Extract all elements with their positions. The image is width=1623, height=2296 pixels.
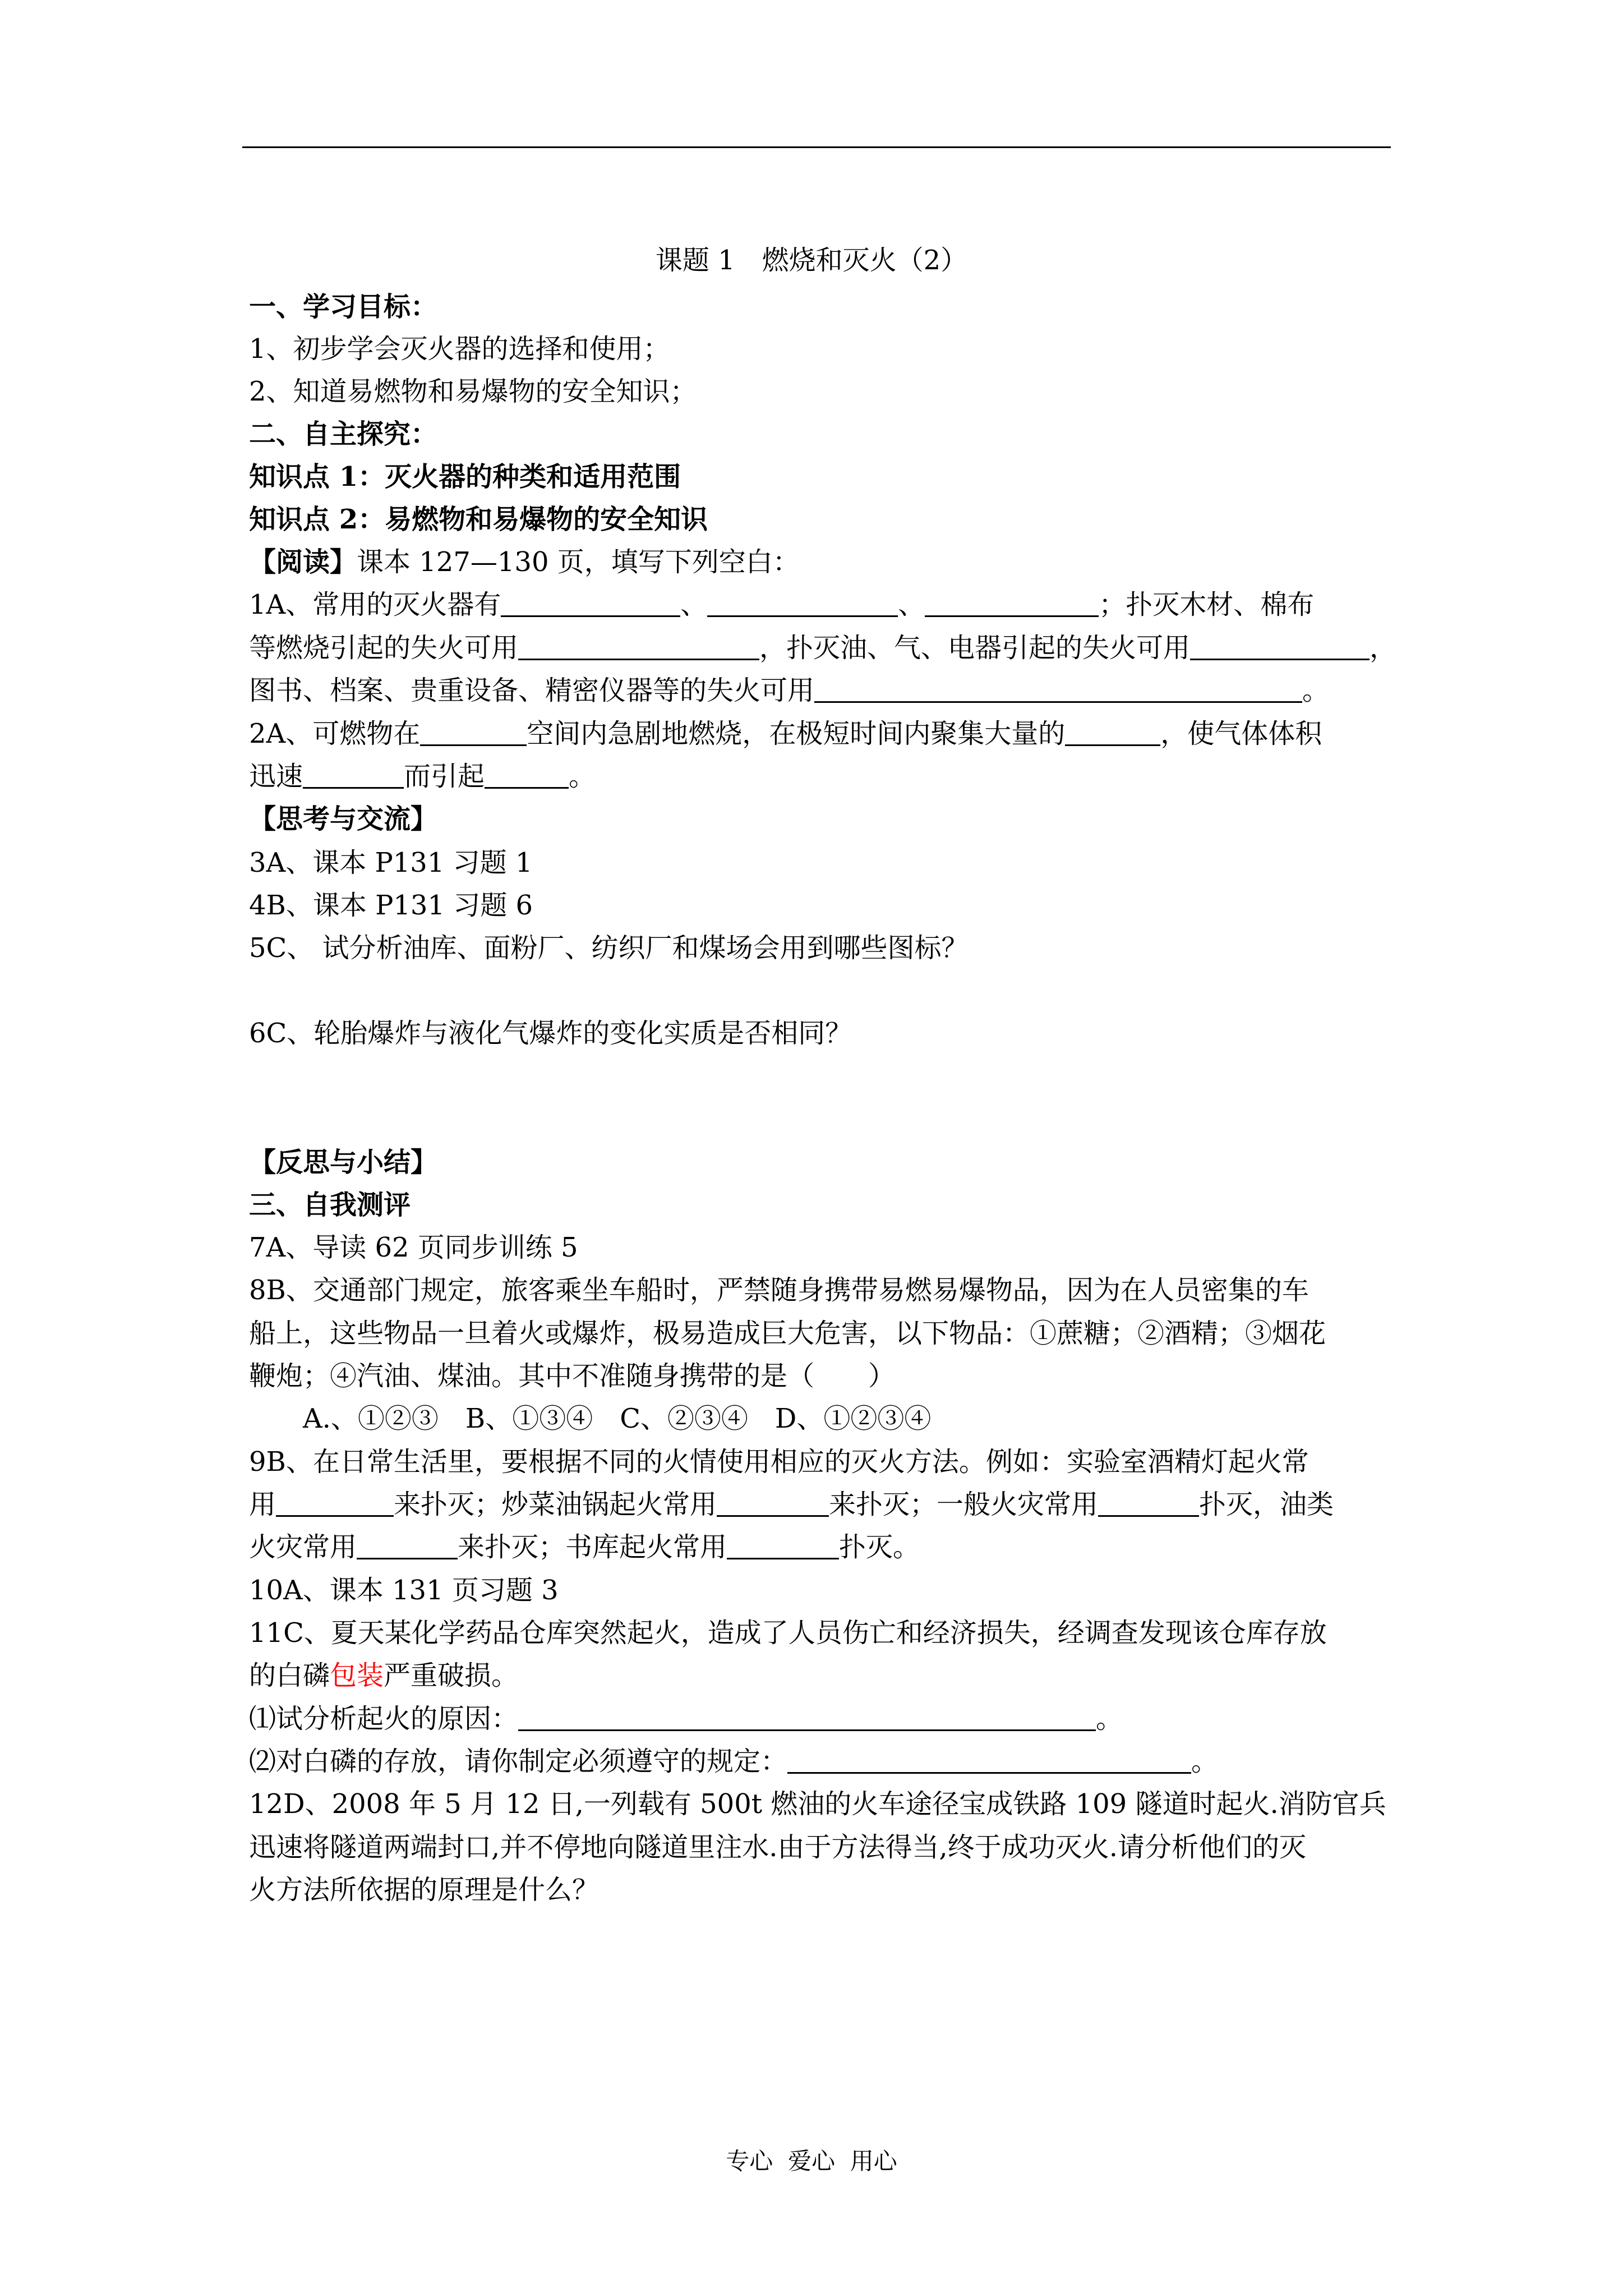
- question-2-line-2: 迅速 而引起 。: [249, 761, 596, 792]
- answer-blank[interactable]: [276, 1490, 394, 1517]
- knowledge-point-1: 知识点 1：灭火器的种类和适用范围: [249, 461, 681, 493]
- question-8-line-3: 鞭炮；④汽油、煤油。其中不准随身携带的是（ ）: [249, 1360, 896, 1392]
- question-1-line-2: 等燃烧引起的失火可用 ，扑灭油、气、电器引起的失火可用 ，: [249, 632, 1397, 664]
- question-12-line-3: 火方法所依据的原理是什么？: [249, 1874, 600, 1906]
- goals-heading: 一、学习目标：: [249, 291, 438, 323]
- question-8-line-2: 船上，这些物品一旦着火或爆炸，极易造成巨大危害，以下物品：①蔗糖；②酒精；③烟花: [249, 1318, 1326, 1349]
- answer-blank[interactable]: [814, 677, 1302, 703]
- read-tag: 【阅读】: [249, 546, 357, 578]
- answer-blank[interactable]: [717, 1490, 829, 1517]
- answer-blank[interactable]: [707, 591, 898, 617]
- question-11-line-1: 11C、夏天某化学药品仓库突然起火，造成了人员伤亡和经济损失，经调查发现该仓库存放: [249, 1617, 1327, 1649]
- question-4: 4B、课本 P131 习题 6: [249, 890, 533, 921]
- question-1-line-1: 1A、常用的灭火器有 、 、 ；扑灭木材、棉布: [249, 589, 1315, 620]
- answer-blank[interactable]: [303, 762, 404, 789]
- question-5: 5C、 试分析油库、面粉厂、纺织厂和煤场会用到哪些图标？: [249, 932, 969, 964]
- answer-blank[interactable]: [787, 1747, 1191, 1774]
- read-line: [249, 546, 800, 579]
- question-10: 10A、课本 131 页习题 3: [249, 1575, 559, 1606]
- page-footer: 专心 爱心 用心: [726, 2147, 897, 2175]
- question-11-line-2: 的白磷包装严重破损。: [249, 1660, 519, 1691]
- question-8-line-1: 8B、交通部门规定，旅客乘坐车船时，严禁随身携带易燃易爆物品，因为在人员密集的车: [249, 1274, 1309, 1306]
- question-9-line-3: 火灾常用 来扑灭；书库起火常用 扑灭。: [249, 1531, 920, 1563]
- question-11-sub-1: ⑴试分析起火的原因： 。: [249, 1703, 1123, 1734]
- question-9-line-2: 用 来扑灭；炒菜油锅起火常用 来扑灭；一般火灾常用 扑灭，油类: [249, 1489, 1334, 1520]
- answer-blank[interactable]: [925, 591, 1099, 617]
- question-12-line-1: 12D、2008 年 5 月 12 日,一列载有 500t 燃油的火车途径宝成铁路 109 隧道时起火.消防官兵: [249, 1788, 1386, 1820]
- read-text: 课本 127—130 页，填写下列空白：: [357, 546, 800, 578]
- answer-blank[interactable]: [1098, 1490, 1199, 1517]
- answer-blank[interactable]: [518, 634, 759, 660]
- answer-blank[interactable]: [1190, 634, 1370, 660]
- answer-blank[interactable]: [518, 1705, 1096, 1731]
- question-11-sub-2: ⑵对白磷的存放，请你制定必须遵守的规定： 。: [249, 1746, 1219, 1777]
- self-test-heading: 三、自我测评: [249, 1189, 411, 1221]
- question-3: 3A、课本 P131 习题 1: [249, 847, 533, 878]
- answer-blank[interactable]: [727, 1533, 839, 1559]
- answer-blank[interactable]: [420, 720, 527, 746]
- question-7: 7A、导读 62 页同步训练 5: [249, 1232, 578, 1263]
- answer-blank[interactable]: [357, 1533, 458, 1559]
- question-12-line-2: 迅速将隧道两端封口,并不停地向隧道里注水.由于方法得当,终于成功灭火.请分析他们的灭: [249, 1832, 1307, 1863]
- goal-1: 1、初步学会灭火器的选择和使用；: [249, 333, 670, 365]
- highlighted-word: 包装: [330, 1660, 384, 1691]
- page-title: 课题 1 燃烧和灭火（2）: [655, 245, 968, 276]
- answer-blank[interactable]: [485, 762, 569, 789]
- question-6: 6C、轮胎爆炸与液化气爆炸的变化实质是否相同？: [249, 1018, 852, 1049]
- reflect-heading: 【反思与小结】: [249, 1147, 438, 1178]
- question-1-line-3: 图书、档案、贵重设备、精密仪器等的失火可用 。: [249, 675, 1330, 706]
- header-rule: [242, 146, 1391, 148]
- question-2-line-1: 2A、可燃物在 空间内急剧地燃烧，在极短时间内聚集大量的 ，使气体体积: [249, 718, 1322, 749]
- think-heading: 【思考与交流】: [249, 803, 438, 835]
- knowledge-point-2: 知识点 2：易燃物和易爆物的安全知识: [249, 504, 708, 535]
- question-8-options: A.、①②③ B、①③④ C、②③④ D、①②③④: [303, 1403, 932, 1434]
- goal-2: 2、知道易燃物和易爆物的安全知识；: [249, 376, 697, 407]
- question-9-line-1: 9B、在日常生活里，要根据不同的火情使用相应的灭火方法。例如：实验室酒精灯起火常: [249, 1446, 1309, 1478]
- explore-heading: 二、自主探究：: [249, 418, 438, 450]
- answer-blank[interactable]: [1065, 720, 1160, 746]
- answer-blank[interactable]: [501, 591, 680, 617]
